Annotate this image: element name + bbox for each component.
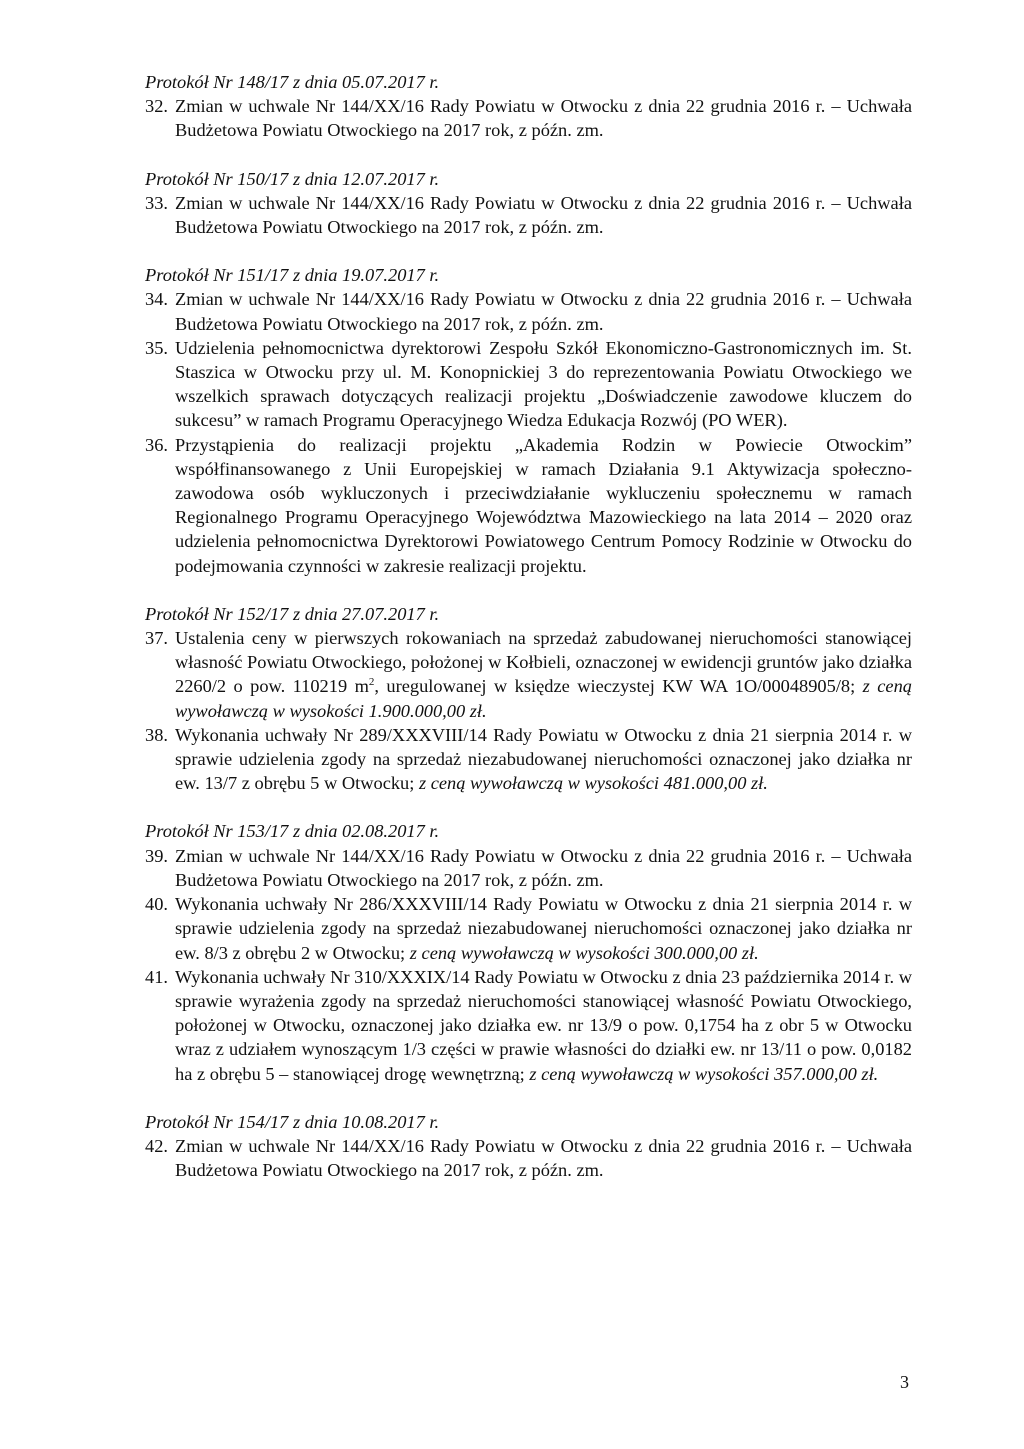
list-item: [145, 336, 912, 433]
item-number: 36.: [145, 434, 168, 455]
protocol-header: Protokół Nr 151/17 z dnia 19.07.2017 r.: [145, 265, 440, 286]
item-number: 37.: [145, 628, 168, 649]
item-number: 42.: [145, 1135, 168, 1156]
protocol-section: [145, 1110, 912, 1183]
item-text-part: Wykonania uchwały Nr 289/XXXVIII/14 Rady Powiatu w Otwocku z dnia 21 sierpnia 2014 r. w sprawie udzielenia zgody na sprzedaż niezabudowanej nieruchomości oznaczonej jako działka nr ew. 13/7 z obrębu 5 w Otwocku;: [175, 724, 912, 794]
list-item: [145, 626, 912, 723]
price-clause: z ceną wywoławczą w wysokości 300.000,00 zł.: [409, 942, 759, 963]
item-number: 41.: [145, 966, 168, 987]
price-clause: z ceną wywoławczą w wysokości 481.000,00 zł.: [418, 773, 768, 794]
list-item: [145, 1134, 912, 1182]
item-text-part: , uregulowanej w księdze wieczystej KW WA 1O/00048905/8;: [374, 676, 863, 697]
document-body: [145, 70, 912, 1206]
protocol-section: [145, 602, 912, 796]
item-text: Zmian w uchwale Nr 144/XX/16 Rady Powiatu w Otwocku z dnia 22 grudnia 2016 r. – Uchwała Budżetowa Powiatu Otwockiego na 2017 rok, z późn. zm.: [175, 1135, 912, 1181]
item-number: 40.: [145, 894, 168, 915]
price-clause: z ceną wywoławczą w wysokości 357.000,00 zł.: [529, 1063, 879, 1084]
list-item: [145, 844, 912, 892]
protocol-section: [145, 263, 912, 578]
protocol-header: Protokół Nr 153/17 z dnia 02.08.2017 r.: [145, 821, 440, 842]
protocol-section: [145, 70, 912, 143]
item-number: 34.: [145, 289, 168, 310]
item-text: Przystąpienia do realizacji projektu „Akademia Rodzin w Powiecie Otwockim” współfinansowanego z Unii Europejskiej w ramach Działania 9.1 Aktywizacja społeczno-zawodowa osób wykluczonych i przeciwdziałanie wykluczeniu społecznemu w ramach Regionalnego Programu Operacyjnego Województwa Mazowieckiego na lata 2014 – 2020 oraz udzielenia pełnomocnictwa Dyrektorowi Powiatowego Centrum Pomocy Rodzinie w Otwocku do podejmowania czynności w zakresie realizacji projektu.: [175, 434, 912, 576]
item-text-part: Ustalenia ceny w pierwszych rokowaniach na sprzedaż zabudowanej nieruchomości stanowiącej własność Powiatu Otwockiego, położonej w Kołbieli, oznaczonej w ewidencji gruntów jako działka 2260/2 o pow. 110219 m: [175, 628, 912, 697]
item-number: 38.: [145, 724, 168, 745]
protocol-header: Protokół Nr 148/17 z dnia 05.07.2017 r.: [145, 72, 440, 92]
protocol-section: [145, 819, 912, 1085]
item-text: [175, 965, 912, 1086]
item-number: 35.: [145, 337, 168, 358]
list-item: [145, 723, 912, 796]
list-item: [145, 433, 912, 578]
list-item: [145, 94, 912, 142]
protocol-header: Protokół Nr 150/17 z dnia 12.07.2017 r.: [145, 168, 440, 189]
item-number: 33.: [145, 192, 168, 213]
list-item: [145, 191, 912, 239]
item-text: Zmian w uchwale Nr 144/XX/16 Rady Powiatu w Otwocku z dnia 22 grudnia 2016 r. – Uchwała Budżetowa Powiatu Otwockiego na 2017 rok, z późn. zm.: [175, 845, 912, 890]
item-number: 32.: [145, 96, 168, 117]
item-text: [175, 723, 912, 796]
list-item: [145, 287, 912, 335]
item-text: Udzielenia pełnomocnictwa dyrektorowi Zespołu Szkół Ekonomiczno-Gastronomicznych im. St. Staszica w Otwocku przy ul. M. Konopnickiej 3 do reprezentowania Powiatu Otwockiego we wszelkich sprawach dotyczących realizacji projektu „Doświadczenie zawodowe kluczem do sukcesu” w ramach Programu Operacyjnego Wiedza Edukacja Rozwój (PO WER).: [175, 337, 912, 431]
protocol-section: [145, 167, 912, 240]
item-text: [175, 626, 912, 723]
price-clause: z ceną wywoławczą w wysokości 1.900.000,00 zł.: [175, 676, 912, 721]
item-text: Zmian w uchwale Nr 144/XX/16 Rady Powiatu w Otwocku z dnia 22 grudnia 2016 r. – Uchwała Budżetowa Powiatu Otwockiego na 2017 rok, z późn. zm.: [175, 289, 912, 334]
item-text: [175, 892, 912, 965]
item-text: Zmian w uchwale Nr 144/XX/16 Rady Powiatu w Otwocku z dnia 22 grudnia 2016 r. – Uchwała Budżetowa Powiatu Otwockiego na 2017 rok, z późn. zm.: [175, 96, 912, 141]
page-number: 3: [900, 1372, 909, 1392]
item-text: Zmian w uchwale Nr 144/XX/16 Rady Powiatu w Otwocku z dnia 22 grudnia 2016 r. – Uchwała Budżetowa Powiatu Otwockiego na 2017 rok, z późn. zm.: [175, 192, 912, 238]
superscript: 2: [368, 676, 375, 689]
list-item: [145, 965, 912, 1086]
protocol-header: Protokół Nr 154/17 z dnia 10.08.2017 r.: [145, 1111, 440, 1132]
list-item: [145, 892, 912, 965]
item-text-part: Wykonania uchwały Nr 286/XXXVIII/14 Rady Powiatu w Otwocku z dnia 21 sierpnia 2014 r. w sprawie udzielenia zgody na sprzedaż niezabudowanej nieruchomości oznaczonej jako działka nr ew. 8/3 z obrębu 2 w Otwocku;: [175, 894, 912, 963]
protocol-header: Protokół Nr 152/17 z dnia 27.07.2017 r.: [145, 603, 440, 624]
item-number: 39.: [145, 845, 168, 866]
item-text-part: Wykonania uchwały Nr 310/XXXIX/14 Rady Powiatu w Otwocku z dnia 23 października 2014 r. w sprawie wyrażenia zgody na sprzedaż nieruchomości stanowiącej własność Powiatu Otwockiego, położonej w Otwocku, oznaczonej jako działka ew. nr 13/9 o pow. 0,1754 ha z obr 5 w Otwocku wraz z udziałem wynoszącym 1/3 części w prawie własności do działki ew. nr 13/11 o pow. 0,0182 ha z obrębu 5 – stanowiącej drogę wewnętrzną;: [175, 966, 912, 1084]
